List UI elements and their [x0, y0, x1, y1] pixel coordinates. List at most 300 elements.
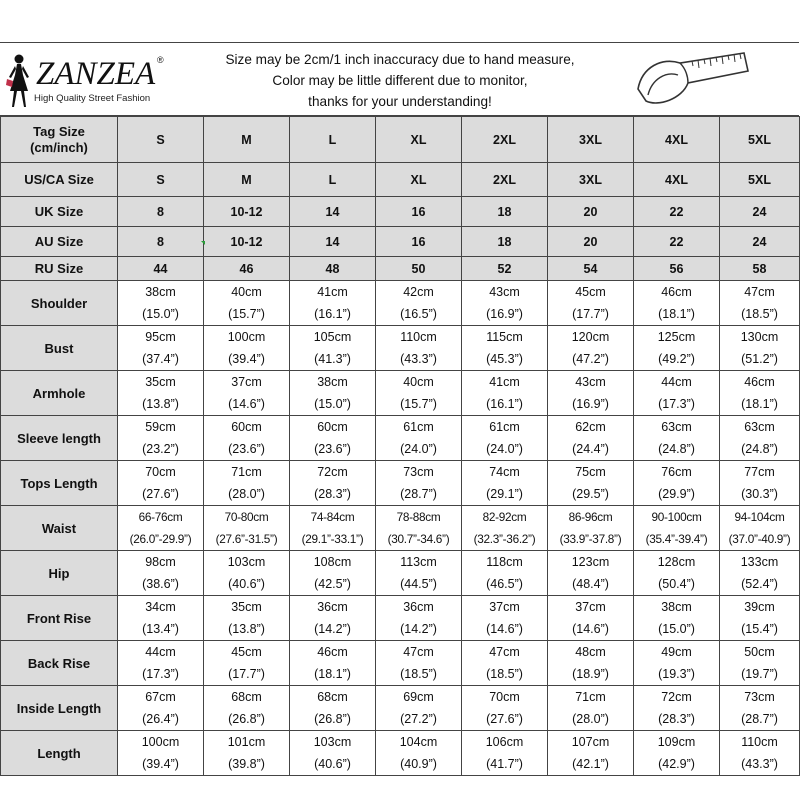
- green-marker: [201, 241, 205, 245]
- measurement-cell: [118, 371, 204, 416]
- inch-value: (28.0”): [572, 712, 609, 726]
- cm-value: 105cm: [313, 330, 352, 344]
- size-cell: 8: [118, 227, 204, 257]
- size-row: [1, 227, 800, 257]
- inch-value: (33.9”-37.8”): [559, 532, 622, 546]
- inch-value: (15.0”): [314, 397, 351, 411]
- inch-value: (15.0”): [142, 307, 179, 321]
- inch-value: (51.2”): [741, 352, 778, 366]
- row-label-text: (cm/inch): [30, 139, 88, 155]
- measurement-cell: [376, 596, 462, 641]
- measurement-cell: [376, 686, 462, 731]
- measurement-cell: [548, 551, 634, 596]
- measurement-cell: [118, 416, 204, 461]
- cm-value: 44cm: [145, 645, 176, 659]
- measurement-cell: [204, 596, 290, 641]
- cm-value: 70cm: [145, 465, 176, 479]
- inch-value: (13.4”): [142, 622, 179, 636]
- inch-value: (19.7”): [741, 667, 778, 681]
- cm-value: 72cm: [317, 465, 348, 479]
- inch-value: (29.9”): [658, 487, 695, 501]
- brand-name: ZANZEA: [36, 56, 156, 92]
- cm-value: 71cm: [575, 690, 606, 704]
- size-cell: 10-12: [204, 197, 290, 227]
- measurement-cell: [634, 281, 720, 326]
- inch-value: (18.5”): [486, 667, 523, 681]
- cm-value: 70cm: [489, 690, 520, 704]
- cm-value: 66-76cm: [138, 510, 183, 524]
- inch-value: (14.2”): [314, 622, 351, 636]
- inch-value: (14.6”): [572, 622, 609, 636]
- inch-value: (30.3”): [741, 487, 778, 501]
- inch-value: (26.8”): [314, 712, 351, 726]
- cm-value: 60cm: [231, 420, 262, 434]
- size-cell: 20: [548, 197, 634, 227]
- brand-tagline: High Quality Street Fashion: [34, 93, 151, 104]
- cm-value: 103cm: [313, 735, 352, 749]
- cm-value: 39cm: [744, 600, 775, 614]
- measurement-cell: [118, 461, 204, 506]
- cm-value: 61cm: [489, 420, 520, 434]
- measurement-cell: [376, 641, 462, 686]
- measurement-cell: [462, 596, 548, 641]
- cm-value: 60cm: [317, 420, 348, 434]
- size-cell: 8: [118, 197, 204, 227]
- measurement-row: [1, 551, 800, 596]
- cm-value: 106cm: [485, 735, 524, 749]
- inch-value: (37.0”-40.9”): [728, 532, 791, 546]
- inch-value: (18.1”): [314, 667, 351, 681]
- notice-line: Size may be 2cm/1 inch inaccuracy due to hand measure,: [225, 52, 575, 67]
- cm-value: 38cm: [145, 285, 176, 299]
- inch-value: (28.7”): [741, 712, 778, 726]
- size-cell: XL: [376, 163, 462, 197]
- inch-value: (39.4”): [142, 757, 179, 771]
- cm-value: 73cm: [403, 465, 434, 479]
- inch-value: (32.3”-36.2”): [473, 532, 536, 546]
- measurement-cell: [548, 326, 634, 371]
- row-label: Bust: [1, 326, 118, 371]
- cm-value: 46cm: [661, 285, 692, 299]
- measurement-cell: [204, 686, 290, 731]
- cm-value: 133cm: [740, 555, 779, 569]
- size-cell: 22: [634, 227, 720, 257]
- measurement-cell: [634, 551, 720, 596]
- measurement-cell: [462, 686, 548, 731]
- size-cell: 56: [634, 257, 720, 281]
- cm-value: 43cm: [489, 285, 520, 299]
- row-label: Front Rise: [1, 596, 118, 641]
- measurement-row: [1, 731, 800, 776]
- cm-value: 100cm: [227, 330, 266, 344]
- size-cell: 18: [462, 227, 548, 257]
- inch-value: (37.4”): [142, 352, 179, 366]
- cm-value: 71cm: [231, 465, 262, 479]
- measurement-cell: [204, 461, 290, 506]
- cm-value: 125cm: [657, 330, 696, 344]
- inch-value: (23.2”): [142, 442, 179, 456]
- row-label: Length: [1, 731, 118, 776]
- measurement-row: [1, 641, 800, 686]
- size-cell: M: [204, 163, 290, 197]
- cm-value: 40cm: [403, 375, 434, 389]
- measurement-cell: [634, 731, 720, 776]
- cm-value: 110cm: [741, 735, 778, 749]
- cm-value: 41cm: [489, 375, 520, 389]
- row-label-text: UK Size: [34, 204, 84, 219]
- row-label: Tops Length: [1, 461, 118, 506]
- cm-value: 74cm: [489, 465, 520, 479]
- cm-value: 45cm: [231, 645, 262, 659]
- cm-value: 68cm: [231, 690, 262, 704]
- size-cell: 50: [376, 257, 462, 281]
- measurement-row: [1, 281, 800, 326]
- row-label: Back Rise: [1, 641, 118, 686]
- size-cell: M: [204, 117, 290, 163]
- size-cell: 4XL: [634, 117, 720, 163]
- cm-value: 46cm: [744, 375, 775, 389]
- cm-value: 37cm: [489, 600, 520, 614]
- size-cell: S: [118, 117, 204, 163]
- size-cell: 5XL: [720, 163, 800, 197]
- inch-value: (23.6”): [314, 442, 351, 456]
- cm-value: 48cm: [575, 645, 606, 659]
- woman-silhouette-icon: [4, 51, 34, 111]
- measurement-cell: [720, 326, 800, 371]
- cm-value: 63cm: [661, 420, 692, 434]
- cm-value: 45cm: [575, 285, 606, 299]
- cm-value: 36cm: [317, 600, 348, 614]
- measurement-cell: [376, 371, 462, 416]
- row-label-text: AU Size: [34, 234, 84, 249]
- cm-value: 70-80cm: [224, 510, 269, 524]
- measurement-row: [1, 326, 800, 371]
- inch-value: (50.4”): [658, 577, 695, 591]
- inch-value: (28.3”): [314, 487, 351, 501]
- row-label: [1, 227, 118, 257]
- measurement-cell: [290, 416, 376, 461]
- cm-value: 120cm: [571, 330, 610, 344]
- cm-value: 123cm: [571, 555, 610, 569]
- inch-value: (15.0”): [658, 622, 695, 636]
- measurement-cell: [290, 326, 376, 371]
- inch-value: (26.0”-29.9”): [129, 532, 192, 546]
- inch-value: (39.8”): [228, 757, 265, 771]
- inch-value: (27.6”): [142, 487, 179, 501]
- size-cell: 4XL: [634, 163, 720, 197]
- measurement-cell: [118, 326, 204, 371]
- brand-logo: [4, 51, 174, 111]
- size-cell: 3XL: [548, 117, 634, 163]
- inch-value: (18.5”): [741, 307, 778, 321]
- row-label: [1, 257, 118, 281]
- inch-value: (23.6”): [228, 442, 265, 456]
- size-cell: XL: [376, 117, 462, 163]
- row-label: Shoulder: [1, 281, 118, 326]
- cm-value: 38cm: [317, 375, 348, 389]
- cm-value: 101cm: [227, 735, 266, 749]
- cm-value: 34cm: [145, 600, 176, 614]
- inch-value: (29.1”): [486, 487, 523, 501]
- measurement-cell: [548, 416, 634, 461]
- measurement-cell: [720, 461, 800, 506]
- inch-value: (26.8”): [228, 712, 265, 726]
- cm-value: 37cm: [575, 600, 606, 614]
- inch-value: (27.6”): [486, 712, 523, 726]
- measurement-cell: [290, 506, 376, 551]
- cm-value: 128cm: [657, 555, 696, 569]
- measurement-cell: [462, 416, 548, 461]
- inch-value: (16.1”): [314, 307, 351, 321]
- inch-value: (17.7”): [572, 307, 609, 321]
- size-cell: 10-12: [204, 227, 290, 257]
- measurement-cell: [118, 686, 204, 731]
- inch-value: (29.5”): [572, 487, 609, 501]
- inch-value: (18.1”): [741, 397, 778, 411]
- measurement-cell: [720, 416, 800, 461]
- measurement-cell: [462, 506, 548, 551]
- measurement-cell: [118, 596, 204, 641]
- measurement-cell: [290, 551, 376, 596]
- measurement-cell: [462, 461, 548, 506]
- cm-value: 74-84cm: [310, 510, 355, 524]
- inch-value: (45.3”): [486, 352, 523, 366]
- cm-value: 47cm: [403, 645, 434, 659]
- row-label-text: US/CA Size: [24, 172, 94, 187]
- measurement-row: [1, 461, 800, 506]
- cm-value: 109cm: [657, 735, 696, 749]
- measurement-cell: [462, 371, 548, 416]
- cm-value: 76cm: [661, 465, 692, 479]
- cm-value: 73cm: [744, 690, 775, 704]
- measurement-cell: [462, 551, 548, 596]
- measurement-cell: [118, 641, 204, 686]
- measurement-cell: [376, 326, 462, 371]
- measurement-cell: [634, 371, 720, 416]
- measurement-cell: [204, 731, 290, 776]
- cm-value: 104cm: [399, 735, 438, 749]
- inch-value: (41.7”): [486, 757, 523, 771]
- size-row: [1, 257, 800, 281]
- cm-value: 38cm: [661, 600, 692, 614]
- inch-value: (30.7”-34.6”): [387, 532, 450, 546]
- cm-value: 69cm: [403, 690, 434, 704]
- measurement-row: [1, 686, 800, 731]
- size-cell: 54: [548, 257, 634, 281]
- inch-value: (35.4”-39.4”): [645, 532, 708, 546]
- measurement-row: [1, 506, 800, 551]
- size-cell: 52: [462, 257, 548, 281]
- cm-value: 61cm: [403, 420, 434, 434]
- measurement-cell: [204, 326, 290, 371]
- inch-value: (14.6”): [228, 397, 265, 411]
- cm-value: 50cm: [744, 645, 775, 659]
- measurement-cell: [548, 686, 634, 731]
- inch-value: (17.3”): [658, 397, 695, 411]
- size-cell: L: [290, 163, 376, 197]
- cm-value: 77cm: [744, 465, 775, 479]
- inch-value: (27.2”): [400, 712, 437, 726]
- registered-mark: ®: [157, 55, 164, 65]
- cm-value: 49cm: [661, 645, 692, 659]
- inch-value: (24.8”): [658, 442, 695, 456]
- inch-value: (18.9”): [572, 667, 609, 681]
- measurement-cell: [634, 461, 720, 506]
- row-label: Armhole: [1, 371, 118, 416]
- inch-value: (28.0”): [228, 487, 265, 501]
- measurement-cell: [720, 686, 800, 731]
- size-cell: 48: [290, 257, 376, 281]
- size-cell: 2XL: [462, 117, 548, 163]
- measurement-cell: [720, 641, 800, 686]
- measuring-tape-icon: [632, 49, 752, 113]
- inch-value: (28.3”): [658, 712, 695, 726]
- cm-value: 72cm: [661, 690, 692, 704]
- inch-value: (43.3”): [400, 352, 437, 366]
- size-cell: 44: [118, 257, 204, 281]
- cm-value: 103cm: [227, 555, 266, 569]
- measurement-cell: [548, 641, 634, 686]
- inch-value: (14.6”): [486, 622, 523, 636]
- cm-value: 67cm: [145, 690, 176, 704]
- measurement-cell: [376, 551, 462, 596]
- inch-value: (41.3”): [314, 352, 351, 366]
- measurement-cell: [720, 506, 800, 551]
- inch-value: (48.4”): [572, 577, 609, 591]
- inch-value: (16.5”): [400, 307, 437, 321]
- cm-value: 95cm: [145, 330, 176, 344]
- inch-value: (13.8”): [228, 622, 265, 636]
- measurement-cell: [548, 596, 634, 641]
- measurement-cell: [290, 731, 376, 776]
- measurement-cell: [204, 281, 290, 326]
- inch-value: (52.4”): [741, 577, 778, 591]
- measurement-cell: [118, 506, 204, 551]
- cm-value: 47cm: [489, 645, 520, 659]
- measurement-cell: [376, 416, 462, 461]
- inch-value: (24.0”): [400, 442, 437, 456]
- measurement-cell: [720, 551, 800, 596]
- measurement-cell: [118, 551, 204, 596]
- inch-value: (24.0”): [486, 442, 523, 456]
- measurement-cell: [290, 686, 376, 731]
- inch-value: (47.2”): [572, 352, 609, 366]
- cm-value: 62cm: [575, 420, 606, 434]
- row-label-text: Tag Size: [33, 123, 85, 139]
- cm-value: 94-104cm: [734, 510, 785, 524]
- inch-value: (44.5”): [400, 577, 437, 591]
- inch-value: (43.3”): [741, 757, 778, 771]
- measurement-cell: [548, 371, 634, 416]
- inch-value: (39.4”): [228, 352, 265, 366]
- cm-value: 42cm: [403, 285, 434, 299]
- inch-value: (17.3”): [142, 667, 179, 681]
- inch-value: (27.6”-31.5”): [215, 532, 278, 546]
- size-cell: 58: [720, 257, 800, 281]
- measurement-cell: [290, 641, 376, 686]
- cm-value: 90-100cm: [651, 510, 702, 524]
- measurement-cell: [204, 641, 290, 686]
- measurement-cell: [720, 371, 800, 416]
- measurement-cell: [376, 731, 462, 776]
- inch-value: (13.8”): [142, 397, 179, 411]
- measurement-cell: [634, 596, 720, 641]
- cm-value: 115cm: [486, 330, 523, 344]
- row-label: Sleeve length: [1, 416, 118, 461]
- measurement-cell: [548, 506, 634, 551]
- cm-value: 107cm: [571, 735, 610, 749]
- size-cell: 46: [204, 257, 290, 281]
- inch-value: (38.6”): [142, 577, 179, 591]
- row-label: [1, 163, 118, 197]
- size-cell: 16: [376, 227, 462, 257]
- size-table: [0, 116, 800, 776]
- measurement-row: [1, 371, 800, 416]
- measurement-cell: [204, 506, 290, 551]
- cm-value: 59cm: [145, 420, 176, 434]
- measurement-cell: [204, 416, 290, 461]
- cm-value: 43cm: [575, 375, 606, 389]
- size-row: [1, 197, 800, 227]
- inch-value: (16.9”): [486, 307, 523, 321]
- cm-value: 78-88cm: [396, 510, 441, 524]
- row-label: [1, 117, 118, 163]
- measurement-cell: [376, 461, 462, 506]
- inch-value: (17.7”): [228, 667, 265, 681]
- size-row: [1, 163, 800, 197]
- measurement-cell: [720, 281, 800, 326]
- inch-value: (15.7”): [228, 307, 265, 321]
- row-label: Waist: [1, 506, 118, 551]
- measurement-cell: [634, 326, 720, 371]
- inch-value: (49.2”): [658, 352, 695, 366]
- inch-value: (28.7”): [400, 487, 437, 501]
- cm-value: 98cm: [145, 555, 176, 569]
- size-cell: 2XL: [462, 163, 548, 197]
- size-cell: 20: [548, 227, 634, 257]
- measurement-cell: [720, 731, 800, 776]
- inch-value: (15.4”): [741, 622, 778, 636]
- measurement-cell: [462, 326, 548, 371]
- notice-line: thanks for your understanding!: [308, 94, 492, 109]
- size-row: [1, 117, 800, 163]
- cm-value: 37cm: [231, 375, 262, 389]
- inch-value: (46.5”): [486, 577, 523, 591]
- cm-value: 86-96cm: [568, 510, 613, 524]
- measurement-cell: [376, 506, 462, 551]
- measurement-cell: [548, 461, 634, 506]
- measurement-cell: [634, 416, 720, 461]
- measurement-cell: [290, 461, 376, 506]
- cm-value: 47cm: [744, 285, 775, 299]
- cm-value: 100cm: [141, 735, 180, 749]
- inch-value: (18.5”): [400, 667, 437, 681]
- inch-value: (19.3”): [658, 667, 695, 681]
- inch-value: (24.4”): [572, 442, 609, 456]
- measurement-cell: [204, 551, 290, 596]
- cm-value: 35cm: [231, 600, 262, 614]
- notice-line: Color may be little different due to monitor,: [272, 73, 528, 88]
- size-cell: 3XL: [548, 163, 634, 197]
- measurement-cell: [462, 281, 548, 326]
- measurement-cell: [634, 641, 720, 686]
- cm-value: 118cm: [486, 555, 523, 569]
- row-label-text: RU Size: [34, 261, 84, 276]
- size-cell: 5XL: [720, 117, 800, 163]
- cm-value: 44cm: [661, 375, 692, 389]
- cm-value: 41cm: [317, 285, 348, 299]
- cm-value: 130cm: [740, 330, 779, 344]
